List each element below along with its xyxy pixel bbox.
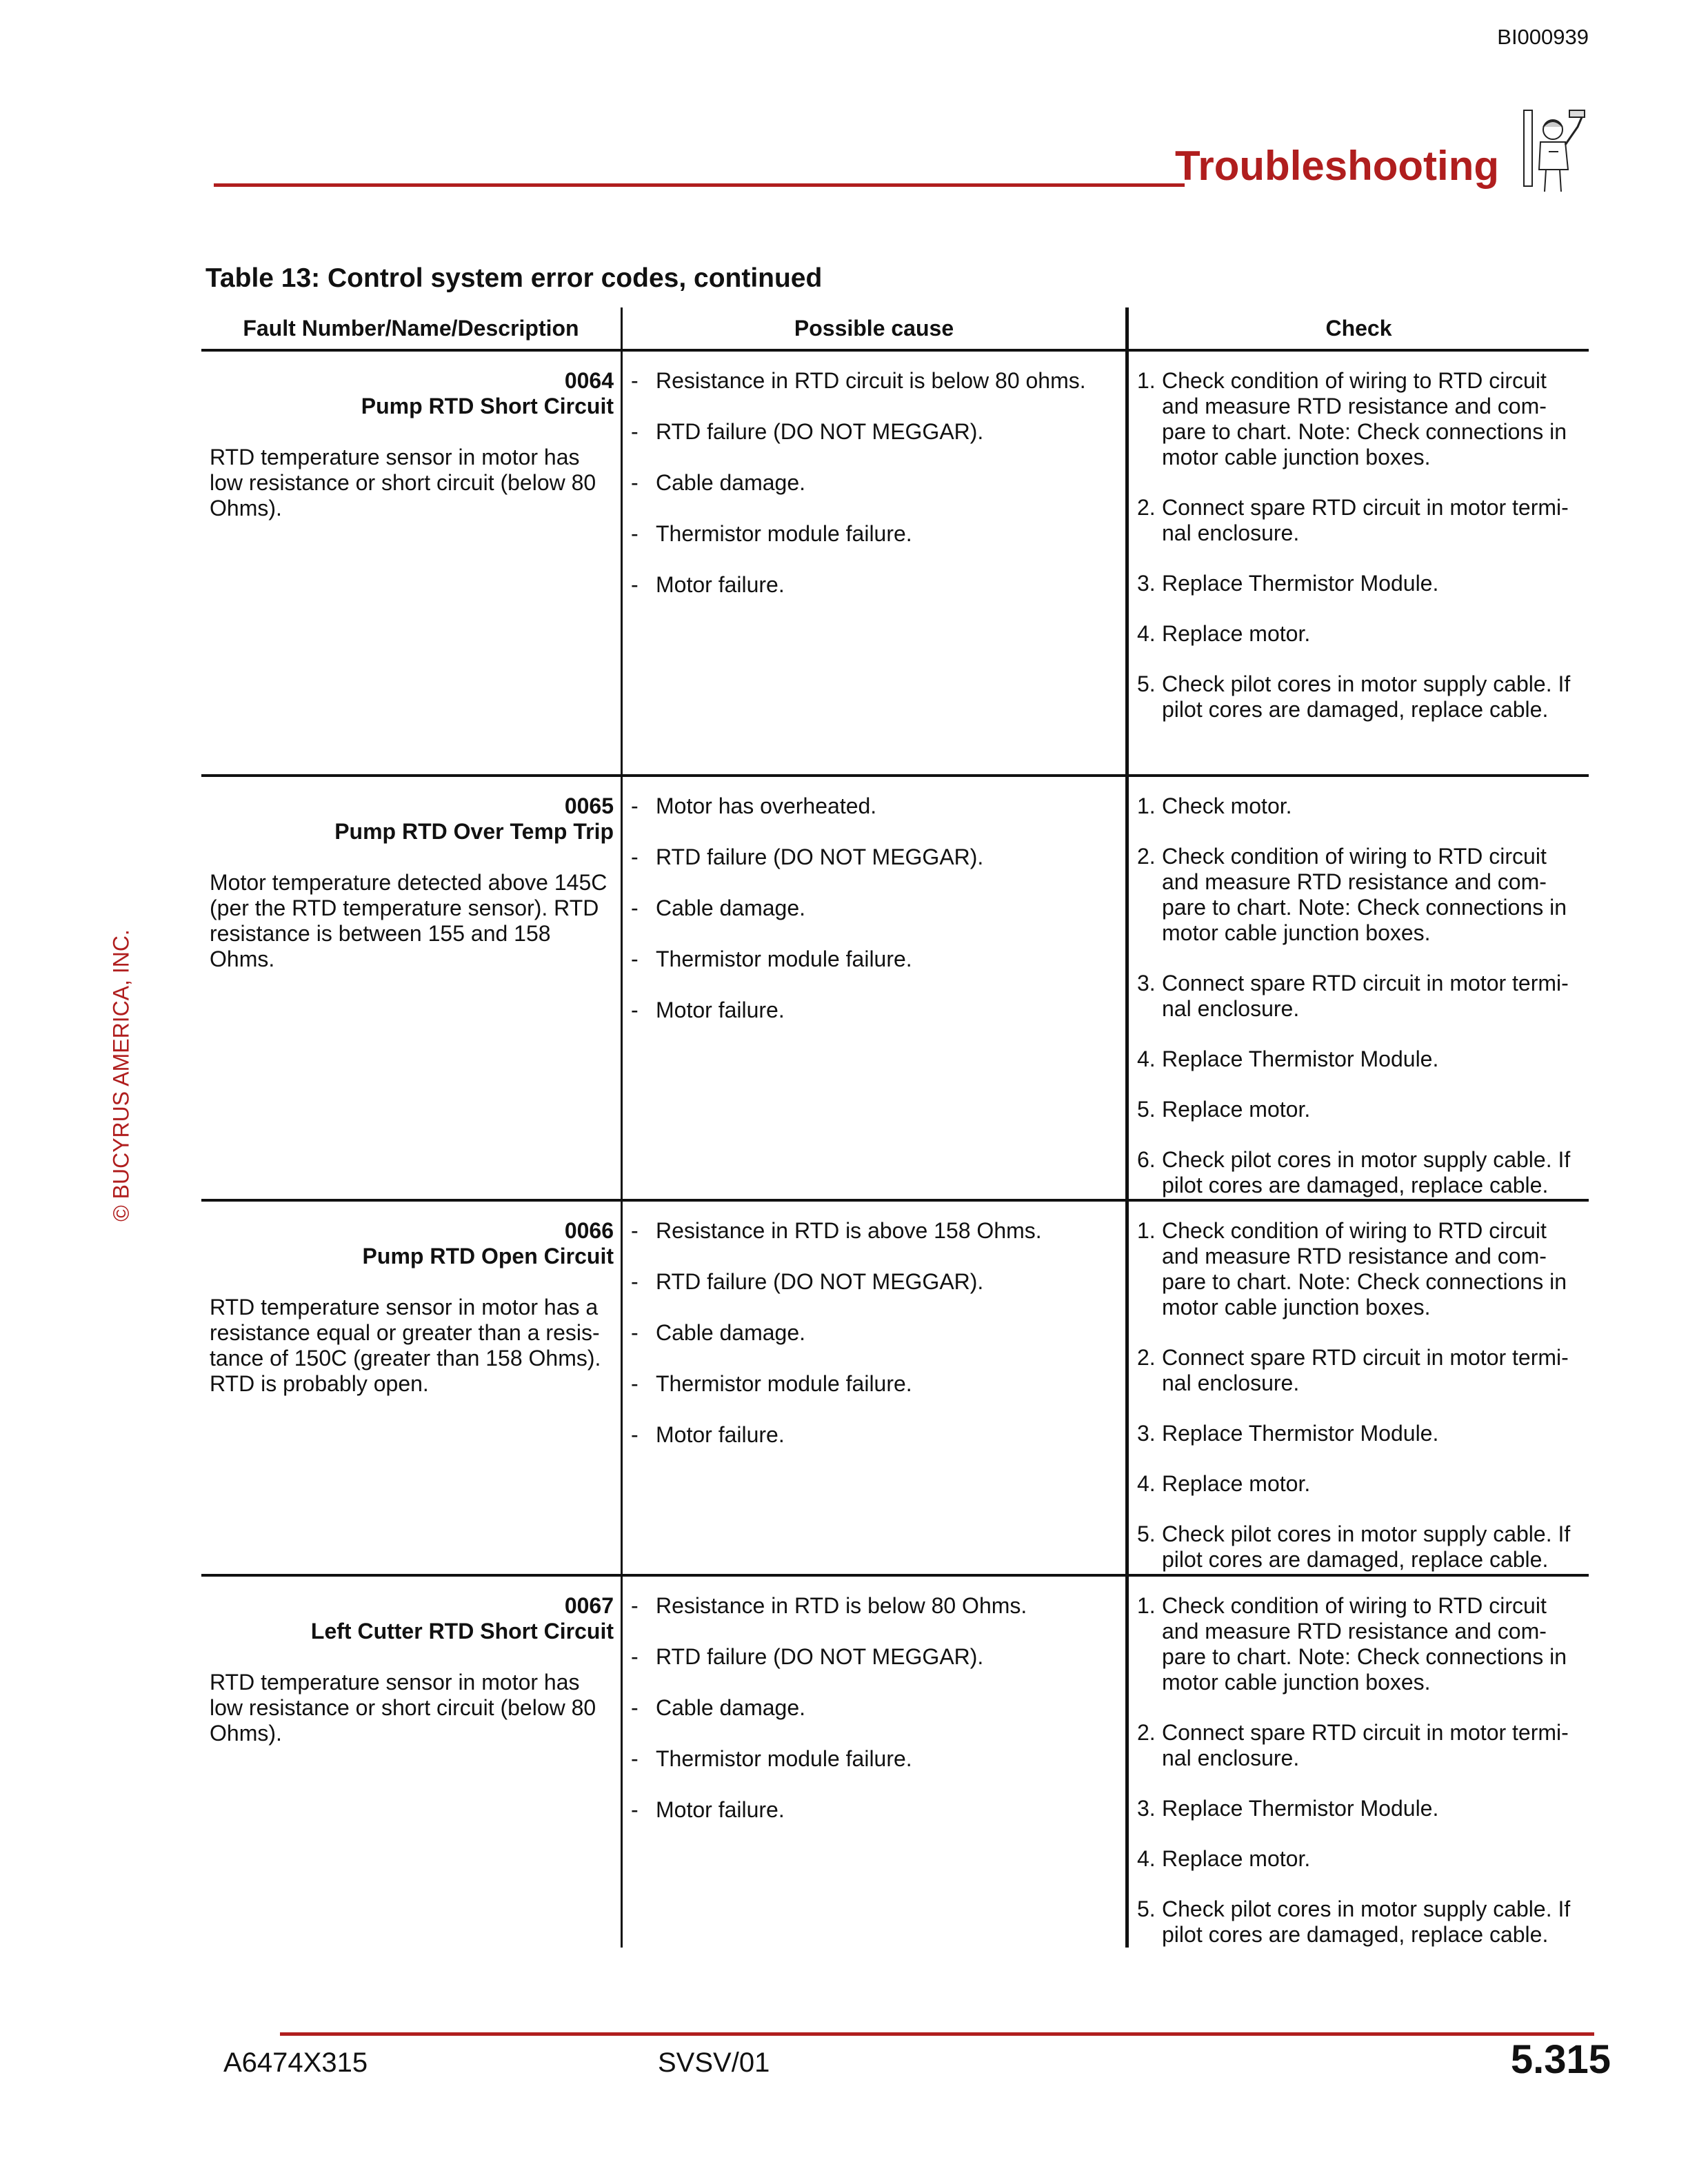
check-cell xyxy=(1125,1202,1589,1574)
check-item: 2. Check condition of wiring to RTD circuit and measure RTD resistance and com-pare to chart. Note: Check connections in motor cable junction boxes. xyxy=(1137,844,1567,945)
cause-item: - Motor has overheated. xyxy=(631,793,877,818)
check-cell xyxy=(1125,777,1589,1199)
check-item: 6. Check pilot cores in motor supply cable. If pilot cores are damaged, replace cable. xyxy=(1137,1147,1571,1197)
check-item: 2. Connect spare RTD circuit in motor termi-nal enclosure. xyxy=(1137,1720,1569,1770)
fault-description: RTD temperature sensor in motor has low resistance or short circuit (below 80 Ohms). xyxy=(210,445,596,520)
cause-cell xyxy=(621,1577,1125,1948)
cause-item: - RTD failure (DO NOT MEGGAR). xyxy=(631,419,984,444)
cause-item: - RTD failure (DO NOT MEGGAR). xyxy=(631,845,984,869)
cause-cell xyxy=(621,1202,1125,1574)
check-item: 1. Check condition of wiring to RTD circuit and measure RTD resistance and com-pare to chart. Note: Check connections in motor cable junction boxes. xyxy=(1137,1593,1567,1695)
page-number: 5.315 xyxy=(1510,2037,1611,2082)
fault-name: Left Cutter RTD Short Circuit xyxy=(310,1619,614,1644)
cause-item: - RTD failure (DO NOT MEGGAR). xyxy=(631,1644,984,1669)
check-item: 3. Connect spare RTD circuit in motor termi-nal enclosure. xyxy=(1137,971,1569,1021)
check-item: 4. Replace motor. xyxy=(1137,1471,1311,1496)
table-row xyxy=(201,774,1589,1199)
check-item: 3. Replace Thermistor Module. xyxy=(1137,571,1439,596)
check-cell xyxy=(1125,352,1589,774)
fault-cell xyxy=(201,1202,621,1574)
cause-item: - Resistance in RTD is below 80 Ohms. xyxy=(631,1593,1027,1618)
error-codes-table xyxy=(201,307,1589,1948)
section-title: Troubleshooting xyxy=(1175,143,1499,189)
cause-item: - Motor failure. xyxy=(631,1422,785,1447)
fault-number: 0066 xyxy=(564,1218,614,1243)
footer-rule xyxy=(280,2032,1594,2036)
fault-description: Motor temperature detected above 145C (per the RTD temperature sensor). RTD resistance is between 155 and 158 Ohms. xyxy=(210,870,607,971)
copyright-notice: © BUCYRUS AMERICA, INC. xyxy=(108,929,134,1222)
cause-item: - Thermistor module failure. xyxy=(631,1746,912,1771)
check-item: 4. Replace Thermistor Module. xyxy=(1137,1046,1439,1071)
footer-part-number: A6474X315 xyxy=(223,2048,368,2078)
footer-revision: SVSV/01 xyxy=(658,2048,770,2078)
fault-name: Pump RTD Over Temp Trip xyxy=(334,819,614,844)
cause-item: - RTD failure (DO NOT MEGGAR). xyxy=(631,1269,984,1294)
check-item: 4. Replace motor. xyxy=(1137,621,1311,646)
table-row xyxy=(201,352,1589,774)
cause-item: - Cable damage. xyxy=(631,896,806,920)
check-item: 5. Check pilot cores in motor supply cable. If pilot cores are damaged, replace cable. xyxy=(1137,1521,1571,1572)
fault-cell xyxy=(201,777,621,1199)
document-id: BI000939 xyxy=(1497,25,1589,49)
cause-item: - Resistance in RTD circuit is below 80 ohms. xyxy=(631,368,1086,393)
header-rule xyxy=(214,183,1185,187)
header-check: Check xyxy=(1125,307,1589,349)
fault-number: 0064 xyxy=(564,368,614,393)
check-item: 1. Check condition of wiring to RTD circuit and measure RTD resistance and com-pare to chart. Note: Check connections in motor cable junction boxes. xyxy=(1137,1218,1567,1320)
table-header xyxy=(201,307,1589,352)
table-title: Table 13: Control system error codes, continued xyxy=(205,263,823,293)
check-cell xyxy=(1125,1577,1589,1948)
fault-number: 0065 xyxy=(564,793,614,818)
cause-item: - Thermistor module failure. xyxy=(631,947,912,971)
cause-cell xyxy=(621,352,1125,774)
cause-cell xyxy=(621,777,1125,1199)
troubleshooting-mechanic-icon xyxy=(1521,106,1590,196)
header-cause: Possible cause xyxy=(621,307,1125,349)
fault-description: RTD temperature sensor in motor has a resistance equal or greater than a resis-tance of 150C (greater than 158 Ohms). RTD is probably open. xyxy=(210,1295,601,1396)
check-item: 2. Connect spare RTD circuit in motor termi-nal enclosure. xyxy=(1137,1345,1569,1395)
check-item: 3. Replace Thermistor Module. xyxy=(1137,1421,1439,1446)
check-item: 5. Check pilot cores in motor supply cable. If pilot cores are damaged, replace cable. xyxy=(1137,1897,1571,1947)
check-item: 1. Check condition of wiring to RTD circuit and measure RTD resistance and com-pare to chart. Note: Check connections in motor cable junction boxes. xyxy=(1137,368,1567,469)
check-item: 2. Connect spare RTD circuit in motor termi-nal enclosure. xyxy=(1137,495,1569,545)
check-item: 5. Replace motor. xyxy=(1137,1097,1311,1122)
fault-description: RTD temperature sensor in motor has low resistance or short circuit (below 80 Ohms). xyxy=(210,1670,596,1746)
fault-number: 0067 xyxy=(564,1593,614,1618)
cause-item: - Cable damage. xyxy=(631,1695,806,1720)
check-item: 3. Replace Thermistor Module. xyxy=(1137,1796,1439,1821)
fault-name: Pump RTD Open Circuit xyxy=(362,1244,614,1268)
cause-item: - Motor failure. xyxy=(631,998,785,1022)
cause-item: - Resistance in RTD is above 158 Ohms. xyxy=(631,1218,1042,1243)
fault-name: Pump RTD Short Circuit xyxy=(361,394,614,418)
check-item: 4. Replace motor. xyxy=(1137,1846,1311,1871)
cause-item: - Thermistor module failure. xyxy=(631,1371,912,1396)
fault-cell xyxy=(201,352,621,774)
check-item: 1. Check motor. xyxy=(1137,793,1292,818)
cause-item: - Motor failure. xyxy=(631,572,785,597)
cause-item: - Motor failure. xyxy=(631,1797,785,1822)
cause-item: - Thermistor module failure. xyxy=(631,521,912,546)
fault-cell xyxy=(201,1577,621,1948)
check-item: 5. Check pilot cores in motor supply cable. If pilot cores are damaged, replace cable. xyxy=(1137,671,1571,722)
cause-item: - Cable damage. xyxy=(631,470,806,495)
header-fault: Fault Number/Name/Description xyxy=(243,316,579,341)
table-row xyxy=(201,1574,1589,1948)
cause-item: - Cable damage. xyxy=(631,1320,806,1345)
table-row xyxy=(201,1199,1589,1574)
